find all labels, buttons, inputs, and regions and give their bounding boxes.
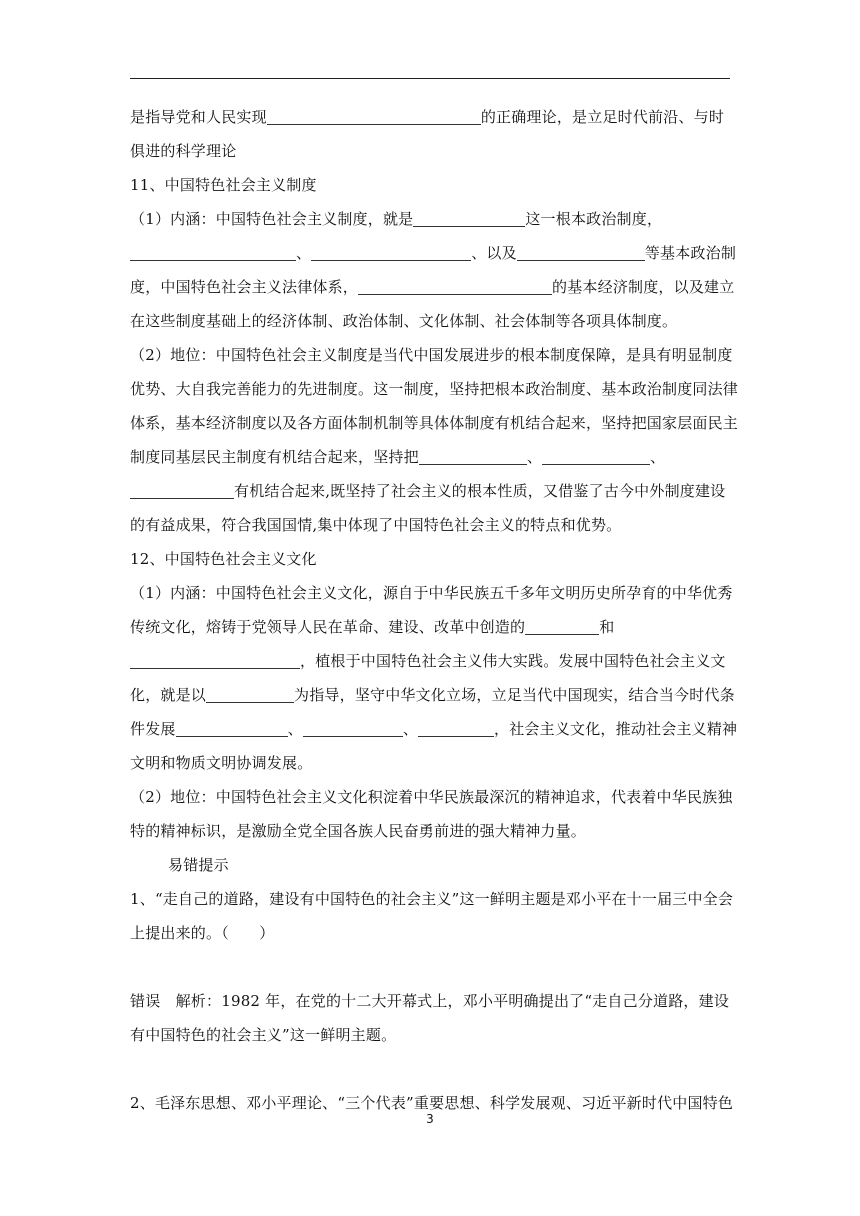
fill-blank[interactable] bbox=[413, 208, 525, 227]
text-line: （1）内涵：中国特色社会主义制度，就是 这一根本政治制度， bbox=[130, 210, 663, 228]
spacer bbox=[130, 1052, 730, 1086]
fill-blank[interactable] bbox=[303, 718, 403, 737]
text-line: 件发展 、 、 ，社会主义文化，推动社会主义精神 bbox=[130, 720, 738, 738]
fill-blank[interactable] bbox=[267, 106, 481, 125]
text-line: （2）地位：中国特色社会主义制度是当代中国发展进步的根本制度保障，是具有明显制度 bbox=[130, 346, 733, 364]
text-line: 俱进的科学理论 bbox=[130, 142, 237, 160]
text-line: 度，中国特色社会主义法律体系， 的基本经济制度，以及建立 bbox=[130, 278, 735, 296]
text-line: 在这些制度基础上的经济体制、政治体制、文化体制、社会体制等各项具体制度。 bbox=[130, 312, 678, 330]
fill-blank[interactable] bbox=[130, 480, 234, 499]
answer-1-cont: 有中国特色的社会主义”这一鲜明主题。 bbox=[130, 1026, 397, 1044]
section-heading-12: 12、中国特色社会主义文化 bbox=[130, 550, 317, 568]
answer-1: 错误 解析：1982 年，在党的十二大开幕式上，邓小平明确提出了“走自己分道路，建设 bbox=[130, 992, 730, 1010]
fill-blank[interactable] bbox=[130, 242, 296, 261]
fill-blank[interactable] bbox=[358, 276, 552, 295]
text-line: 文明和物质文明协调发展。 bbox=[130, 754, 313, 772]
header-rule bbox=[130, 78, 730, 79]
text-line: 的有益成果，符合我国国情,集中体现了中国特色社会主义的特点和优势。 bbox=[130, 516, 622, 534]
spacer bbox=[130, 950, 730, 984]
tips-title: 易错提示 bbox=[168, 856, 229, 874]
fill-blank[interactable] bbox=[419, 446, 527, 465]
fill-blank[interactable] bbox=[206, 684, 294, 703]
fill-blank[interactable] bbox=[130, 650, 300, 669]
fill-blank[interactable] bbox=[525, 616, 599, 635]
fill-blank[interactable] bbox=[517, 242, 645, 261]
fill-blank[interactable] bbox=[311, 242, 471, 261]
question-1: 1、“走自己的道路，建设有中国特色的社会主义”这一鲜明主题是邓小平在十一届三中全会 bbox=[130, 890, 734, 908]
text-line: （2）地位：中国特色社会主义文化积淀着中华民族最深沉的精神追求，代表着中华民族独 bbox=[130, 788, 733, 806]
document-page bbox=[130, 100, 739, 1120]
text-line: 制度同基层民主制度有机结合起来，坚持把 、 、 bbox=[130, 448, 666, 466]
fill-blank[interactable] bbox=[418, 718, 494, 737]
text-line: 体系，基本经济制度以及各方面体制机制等具体体制度有机结合起来，坚持把国家层面民主 bbox=[130, 414, 739, 432]
text-line: 优势、大自我完善能力的先进制度。这一制度，坚持把根本政治制度、基本政治制度同法律 bbox=[130, 380, 739, 398]
question-1-cont: 上提出来的。（ ） bbox=[130, 924, 275, 942]
text-line: 传统文化，熔铸于党领导人民在革命、建设、改革中创造的 和 bbox=[130, 618, 615, 636]
page-number: 3 bbox=[426, 1112, 434, 1126]
text-line: 有机结合起来,既坚持了社会主义的根本性质，又借鉴了古今中外制度建设 bbox=[130, 474, 730, 508]
question-2: 2、毛泽东思想、邓小平理论、“三个代表”重要思想、科学发展观、习近平新时代中国特色 bbox=[130, 1094, 734, 1112]
text-line: 特的精神标识，是激励全党全国各族人民奋勇前进的强大精神力量。 bbox=[130, 822, 587, 840]
text-line: 、 、以及 等基本政治制 bbox=[130, 236, 730, 270]
text-line: 是指导党和人民实现 的正确理论，是立足时代前沿、与时 bbox=[130, 108, 725, 126]
section-heading-11: 11、中国特色社会主义制度 bbox=[130, 176, 317, 194]
fill-blank[interactable] bbox=[176, 718, 288, 737]
text-line: 化，就是以 为指导，坚守中华文化立场，立足当代中国现实，结合当今时代条 bbox=[130, 686, 735, 704]
text-line: （1）内涵：中国特色社会主义文化，源自于中华民族五千多年文明历史所孕育的中华优秀 bbox=[130, 584, 733, 602]
text-line: ，植根于中国特色社会主义伟大实践。发展中国特色社会主义文 bbox=[130, 644, 730, 678]
fill-blank[interactable] bbox=[542, 446, 650, 465]
